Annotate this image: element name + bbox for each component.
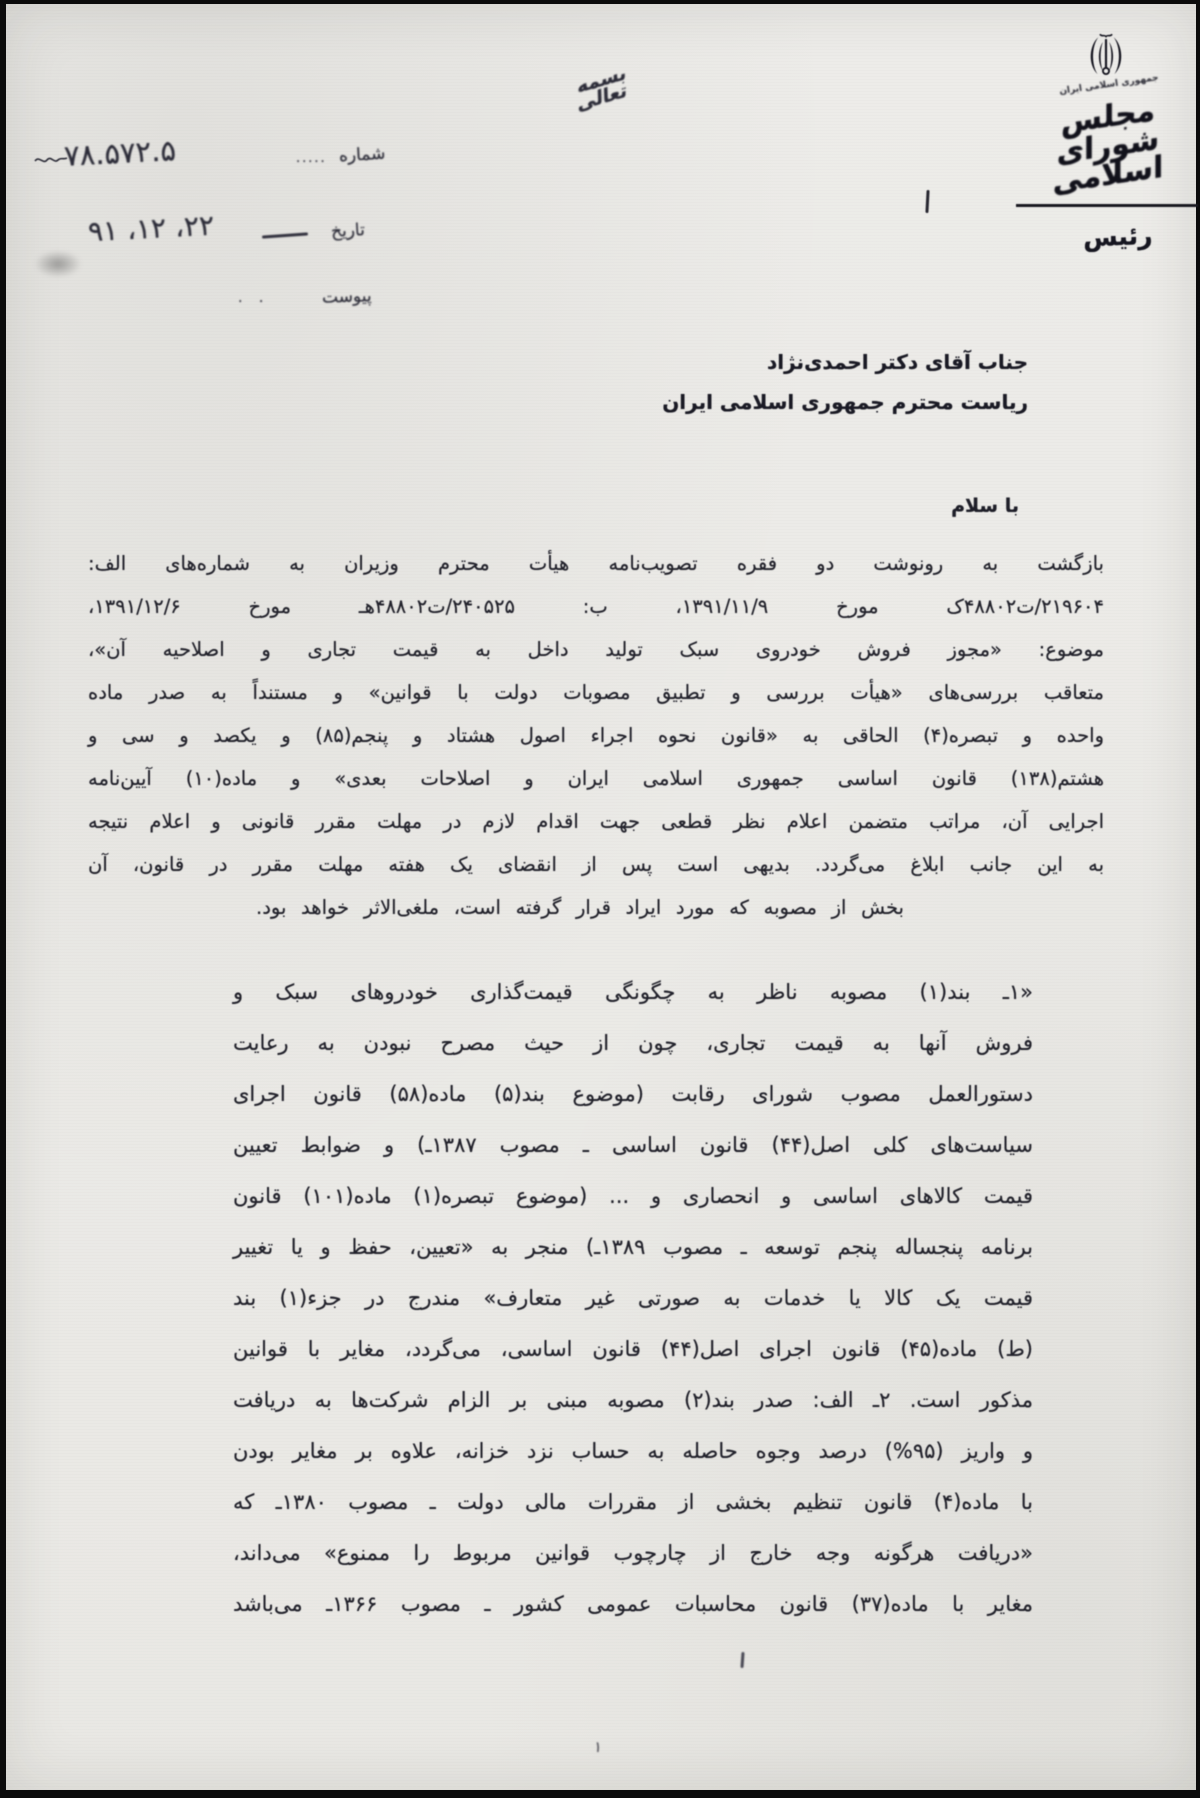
stray-tick-mark: [925, 190, 929, 213]
p2-line: مغایر با ماده(۳۷) قانون محاسبات عمومی کشور ـ مصوب ۱۳۶۶ـ می‌باشد: [233, 1592, 1033, 1616]
iran-emblem-icon: [1083, 32, 1129, 84]
number-squiggle-icon: [34, 152, 68, 168]
number-dots: ·····: [296, 155, 327, 170]
date-dash: [262, 232, 308, 238]
p1-line: به این جانب ابلاغ می‌گردد. بدیهی است پس از انقضای یک هفته مهلت مقرر در قانون، آن: [88, 853, 1104, 876]
recipient-name: جناب آقای دکتر احمدی‌نژاد: [767, 350, 1028, 374]
corner-smudge: [34, 250, 82, 278]
paragraph-1: [88, 552, 1104, 939]
page-mark: ۱: [592, 1737, 604, 1757]
p2-line: مذکور است. ۲ـ الف: صدر بند(۲) مصوبه مبنی بر الزام شرکت‌ها به دریافت: [233, 1388, 1034, 1412]
paper: [6, 4, 1196, 1790]
p1-line: موضوع: «مجوز فروش خودروی سبک تولید داخل به قیمت تجاری و اصلاحیه آن»،: [88, 638, 1104, 661]
p2-line: با ماده(۴) قانون تنظیم بخشی از مقررات مالی دولت ـ مصوب ۱۳۸۰ـ که: [233, 1490, 1034, 1514]
attachment-dots: · ·: [238, 294, 270, 310]
p2-line: قیمت یک کالا یا خدمات به صورتی غیر متعارف» مندرج در جزء(۱) بند: [233, 1286, 1033, 1310]
p1-line: بازگشت به رونوشت دو فقره تصویب‌نامه هیأت محترم وزیران به شماره‌های الف:: [88, 552, 1104, 575]
recipient-title: ریاست محترم جمهوری اسلامی ایران: [662, 390, 1028, 414]
p2-line: «۱ـ بند(۱) مصوبه ناظر به چگونگی قیمت‌گذاری خودروهای سبک و: [233, 980, 1033, 1004]
org-small-text: جمهوری اسلامی ایران: [1058, 73, 1160, 97]
letterhead-rule: [1016, 204, 1198, 207]
paragraph-2: [233, 980, 1033, 1643]
date-label: تاریخ: [330, 220, 366, 242]
p2-line: و واریز (۹۵%) درصد وجوه حاصله به حساب نزد خزانه، علاوه بر مغایر بودن: [233, 1439, 1034, 1463]
recipient-block: [662, 342, 1028, 422]
p2-line: فروش آنها به قیمت تجاری، چون از حیث مصرح نبودن به رعایت: [233, 1031, 1033, 1055]
p2-line: برنامه پنجساله پنجم توسعه ـ مصوب ۱۳۸۹ـ) منجر به «تعیین، حفظ و یا تغییر: [233, 1235, 1034, 1259]
p1-line: واحده و تبصره(۴) الحاقی به «قانون نحوه اجراء اصول هشتاد و پنجم(۸۵) و یکصد و سی و: [88, 724, 1104, 747]
scan-layer: [6, 4, 1196, 1790]
number-value: ۷۸.۵۷۲.۵: [63, 133, 177, 173]
number-label: شماره: [338, 143, 386, 167]
bismillah-handwriting: بسمه تعالی: [576, 61, 628, 116]
margin-tick-mark: [740, 1652, 744, 1668]
p1-line: متعاقب بررسی‌های «هیأت بررسی و تطبیق مصوبات دولت با قوانین» و مستنداً به صدر ماده: [88, 681, 1104, 704]
p2-line: دستورالعمل مصوب شورای رقابت (موضوع بند(۵) ماده(۵۸) قانون اجرای: [233, 1082, 1033, 1106]
date-value: ۹۱ ،۱۲ ،۲۲: [87, 208, 215, 249]
p2-line: «دریافت هرگونه وجه خارج از چارچوب قوانین مربوط را ممنوع» می‌داند،: [233, 1541, 1033, 1565]
p1-line: هشتم(۱۳۸) قانون اساسی جمهوری اسلامی ایران و اصلاحات بعدی» و ماده(۱۰) آیین‌نامه: [88, 767, 1104, 790]
p2-line: سیاست‌های کلی اصل(۴۴) قانون اساسی ـ مصوب ۱۳۸۷ـ) و ضوابط تعیین: [233, 1133, 1033, 1157]
p2-line: (ط) ماده(۴۵) قانون اجرای اصل(۴۴) قانون اساسی، می‌گردد، مغایر با قوانین: [233, 1337, 1033, 1361]
attachment-label: پیوست: [321, 286, 372, 308]
org-calligraphy-title: مجلس شورای اسلامی: [1052, 92, 1164, 201]
p1-line: بخش از مصوبه که مورد ایراد قرار گرفته است، ملغی‌الاثر خواهد بود.: [256, 896, 904, 919]
salutation: با سلام: [951, 495, 1019, 517]
signer-title: رئیس: [1082, 220, 1153, 253]
p1-line: ۲۱۹۶۰۴/ت۴۸۸۰۲ک مورخ ۱۳۹۱/۱۱/۹، ب: ۲۴۰۵۲۵/ت۴۸۸۰۲هـ مورخ ۱۳۹۱/۱۲/۶،: [88, 595, 1104, 618]
p1-line: اجرایی آن، مراتب متضمن اعلام نظر قطعی جهت اقدام لازم در مهلت مقرر قانونی و اعلام نتیجه: [88, 810, 1104, 833]
p2-line: قیمت کالاهای اساسی و انحصاری و ... (موضوع تبصره(۱) ماده(۱۰۱) قانون: [233, 1184, 1034, 1208]
